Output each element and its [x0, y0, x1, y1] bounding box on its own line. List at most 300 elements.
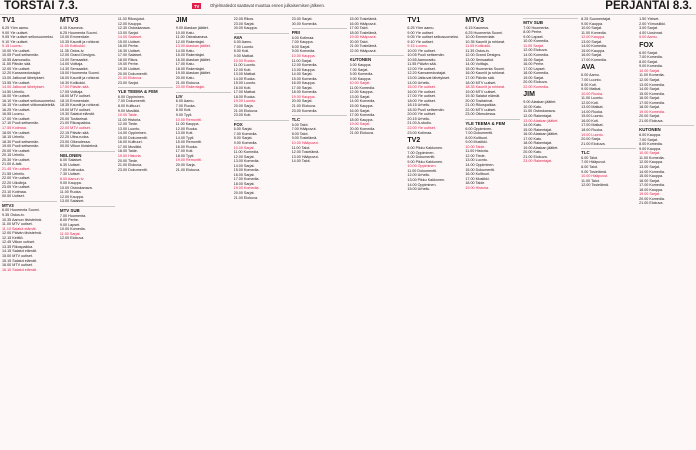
program-entry: 16.00 Yle uutiset. — [407, 89, 436, 94]
channel-subheading: AVA — [234, 33, 289, 40]
program-entry: 17.00 Matkat. — [233, 90, 256, 95]
program-entry: 11.00 Komedia. — [639, 73, 665, 78]
program-entry: 20.15 Urheilu. — [2, 153, 25, 158]
program-entry: 18.00 Rikos. — [117, 57, 139, 62]
program-entry: 22.20 Ulkolinja. — [2, 180, 28, 185]
program-entry: 14.50 Urheilu. — [2, 89, 25, 94]
program-entry: 8.00 Talot. — [291, 131, 309, 136]
program-entry: 18.00 Taide. — [117, 149, 138, 154]
program-entry: 5.00 Aamu. — [639, 35, 658, 40]
program-entry: 21.00 Tosielämä. — [349, 44, 378, 49]
program-entry: 16.00 Sarjat. — [581, 53, 603, 58]
program-entry: 11.00 Luonto. — [581, 96, 604, 101]
channel-heading: TV1 — [407, 17, 421, 24]
program-entry: 15.00 Kauppa. — [639, 174, 664, 179]
program-entry: 12.00 Koti. — [581, 100, 599, 105]
channel-section — [465, 17, 520, 117]
channel-subheading: TLC — [292, 115, 347, 122]
program-entry: 13.00 Jatkuvat lähetykset. — [2, 76, 45, 81]
program-entry: 9.10 Yle uutiset. — [2, 39, 29, 44]
program-entry: 7.00 Hääpuvut. — [291, 127, 317, 132]
program-entry: 12.00 Grand Designs. — [465, 53, 502, 58]
program-entry: 21.00 Elokuva. — [639, 201, 664, 206]
program-entry: 21.00 Elokuva. — [349, 131, 374, 136]
channel-section — [60, 17, 115, 149]
program-entry: 9.00 Alaskan jäätiet. — [523, 100, 557, 105]
listing-column — [581, 17, 636, 448]
program-entry: 10.05 Puoli seitsemän. — [407, 53, 445, 58]
program-entry: 15.00 Rakentajat. — [175, 53, 205, 58]
program-entry: 11.00 Historia. — [117, 117, 142, 122]
program-entry: 13.35 Rikospaikka. — [2, 244, 34, 249]
program-entry: 9.00 Matkat. — [581, 87, 602, 92]
program-entry: 8.00 Kulttuuri. — [117, 104, 141, 108]
program-entry: 15.00 Dokumentti. — [117, 135, 148, 140]
program-entry: 12.00 Sarjat. — [639, 78, 660, 83]
program-entry: 15.00 Komedia. — [291, 76, 318, 81]
program-entry: 9.00 Komedia. — [233, 140, 258, 145]
program-entry: 20.00 Sarja. — [233, 104, 254, 108]
program-entry: 10.00 Taide. — [117, 113, 138, 118]
channel-subheading: YLE TEEMA & FEM — [118, 87, 173, 94]
program-entry: 22.20 Ultra-ruoka. — [59, 135, 90, 140]
program-entry: 22.00 MTV uutiset. — [465, 107, 497, 112]
channel-section — [350, 17, 405, 53]
program-entry: 22.05 Rikos. — [233, 17, 255, 21]
program-entry: 9.35 Ostos-tv. — [2, 213, 25, 218]
listing-column — [118, 17, 173, 448]
program-entry: 8.00 Sarjat. — [291, 44, 311, 49]
program-entry: 20.00 Elokuva. — [523, 80, 548, 85]
program-entry: 16.00 Kauppa. — [291, 81, 316, 86]
listing-column — [639, 17, 694, 448]
program-entry: 22.00 Yle uutiset. — [2, 176, 31, 181]
program-entry: 21.00 Elokuva. — [639, 118, 664, 123]
program-entry: 10.00 Sarjat. — [349, 81, 371, 86]
tv-listings-grid — [2, 17, 694, 448]
program-entry: 21.00 Elokuva. — [175, 80, 201, 85]
program-entry: 20.00 Katu. — [523, 150, 543, 155]
program-entry: 14.00 Voittaja. — [465, 62, 489, 67]
program-entry: 17.00 Salaiset. — [117, 53, 143, 58]
program-entry: 8.25 Suomentajat. — [581, 17, 612, 21]
program-entry: 13.00 Pikku Kakkonen. — [407, 177, 446, 182]
program-entry: 11.00 Talot. — [581, 178, 600, 183]
channel-section — [639, 42, 694, 124]
program-entry: 15.00 MTV uutiset. — [2, 253, 33, 258]
program-entry: 19.00 Historia. — [465, 185, 490, 190]
program-entry: 16.00 Hääpuvut. — [349, 21, 377, 26]
program-entry: 11.35 Ostos-tv. — [465, 48, 490, 53]
program-entry: 16.10 Salatut elämät. — [2, 267, 37, 272]
program-entry: 11.00 Sarjat. — [291, 58, 313, 63]
program-entry: 12.00 Kauppa. — [581, 35, 606, 40]
program-entry: 6.00 Salaiset. — [59, 158, 83, 163]
program-entry: 16.25 Yle uutiset. — [2, 107, 31, 112]
program-entry: 14.00 Jatkuvat lähetykset. — [2, 85, 45, 90]
program-entry: 10.00 Sarjat. — [233, 145, 255, 150]
program-entry: 8.00 Komedia. — [639, 142, 663, 147]
program-entry: 19.30 Salatut elämät. — [465, 94, 501, 99]
program-entry: 21.00 Elokuva. — [291, 104, 316, 108]
program-entry: 12.15 Keittiö. — [2, 235, 24, 240]
program-entry: 16.30 Uutiset. — [117, 48, 141, 53]
channel-section — [234, 17, 289, 31]
program-entry: 13.00 Komedia. — [233, 159, 260, 164]
program-entry: 10.35 Kauniit ja rohkeat. — [59, 39, 100, 44]
program-entry: 19.00 Alaskan jäätiet. — [523, 145, 559, 150]
listing-column — [176, 17, 231, 448]
program-entry: 16.15 Yle uutiset viittomakielellä. — [2, 103, 56, 108]
program-entry: 17.00 Yle uutiset. — [407, 94, 436, 99]
program-entry: 21.00 Elokuva. — [233, 195, 259, 200]
program-entry: 7.00 Huomenta. — [59, 213, 87, 218]
channel-section — [292, 28, 347, 113]
program-entry: 12.00 Elokuva. — [523, 48, 548, 53]
program-entry: 17.00 Päivän sää. — [59, 85, 90, 90]
program-entry: 15.00 Kauppa. — [581, 48, 606, 53]
channel-heading: TV2 — [407, 137, 421, 145]
program-entry: 21.00 A-talk. — [2, 162, 23, 167]
program-entry: 16.00 Alaskan jäätiet. — [175, 57, 211, 62]
program-entry: 18.00 Tyyli. — [175, 153, 195, 158]
program-entry: 10.00 Ruoka. — [581, 91, 604, 96]
program-entry: 16.30 Kotikokki. — [59, 80, 86, 85]
program-entry: 11.10 Salatut elämät. — [2, 226, 37, 231]
program-entry: 19.30 Salatut elämät. — [59, 112, 95, 117]
program-entry: 19.00 Historia. — [117, 154, 142, 159]
program-entry: 9.00 Musiikki. — [117, 108, 141, 113]
channel-section — [176, 17, 231, 90]
program-entry: 3.00 Sarjat. — [639, 26, 658, 31]
program-entry: 23.00 Sarjat. — [291, 17, 313, 21]
program-entry: 6.25 Yöm aamu. — [407, 26, 435, 30]
channel-subheading: LIV — [176, 92, 231, 99]
program-entry: 11.00 MTV uutiset. — [2, 222, 33, 227]
program-entry: 16.00 Sarjat. — [639, 96, 660, 101]
program-entry: 7.00 Ruoka. — [175, 103, 196, 108]
channel-section — [523, 18, 578, 89]
program-entry: 6.00 Aamu. — [581, 73, 600, 78]
program-entry: 19.00 Alaskan jäätiet. — [175, 71, 211, 76]
program-entry: 14.30 Sensaatiot. — [59, 66, 89, 71]
program-entry: 17.00 Päivän sää. — [465, 76, 495, 81]
program-entry: 12.00 Sarjat. — [233, 154, 255, 159]
program-entry: 12.00 Ruoka. — [175, 126, 198, 131]
program-entry: 11.00 Dokumentti. — [407, 168, 438, 173]
program-entry: 6.30 Uutiset. — [59, 163, 81, 168]
channel-section — [2, 17, 57, 199]
program-entry: 16.00 Ruoka. — [175, 144, 198, 149]
channel-subheading: MTV SUB — [523, 18, 578, 25]
program-entry: 10.05 Puoli seitsemän. — [2, 53, 40, 58]
program-entry: 14.00 Komedia. — [349, 99, 376, 104]
program-entry: 10.00 Sarjat. — [581, 26, 603, 31]
program-entry: 14.00 Sarjat. — [639, 87, 660, 92]
program-entry: 23.00 Kotimaa. — [407, 130, 433, 135]
program-entry: 16.00 Sarjat. — [233, 172, 255, 177]
program-entry: 13.00 Matkat. — [233, 72, 256, 77]
program-entry: 19.00 Remontti. — [175, 158, 202, 163]
channel-section — [118, 17, 173, 85]
program-entry: 9.00 Tosielämä. — [581, 169, 607, 174]
program-entry: 12.20 Kansanedustajat. — [407, 71, 447, 76]
program-entry: 6.15 Kauneus. — [465, 26, 490, 30]
channel-section — [465, 119, 520, 190]
program-entry: 14.00 Sarjat. — [233, 163, 255, 168]
program-entry: 7.00 Dokumentti. — [465, 131, 494, 136]
page-header — [0, 0, 696, 14]
program-entry: 17.00 Komedia. — [349, 113, 376, 118]
channel-section — [581, 64, 636, 146]
program-entry: 4.00 Uusinnat. — [639, 30, 663, 35]
program-entry: 7.00 Komedia. — [233, 131, 258, 136]
program-entry: 8.00 Koti. — [581, 82, 597, 87]
program-entry: 19.00 Sarjat. — [639, 192, 660, 197]
program-entry: 20.00 Sarja. — [581, 137, 602, 142]
program-entry: 6.00 Aamu. — [175, 99, 195, 104]
program-entry: 9.00 Kauppa. — [639, 146, 662, 151]
program-entry: 13.55 Yle uutiset. — [2, 80, 31, 85]
program-entry: 9.00 Tosielämä. — [291, 136, 318, 141]
program-entry: 13.00 Luonto. — [465, 158, 488, 163]
program-entry: 15.00 Komedia. — [639, 91, 665, 96]
program-entry: 20.00 Dokumentti. — [117, 71, 148, 76]
program-entry: 20.15 Urheilu. — [407, 116, 431, 121]
program-entry: 14.00 Komedia. — [523, 52, 550, 57]
program-entry: 9.00 Kauppa. — [581, 21, 604, 26]
program-entry: 17.00 Musiikki. — [465, 176, 490, 181]
program-entry: 11.00 Luonto. — [233, 63, 256, 68]
program-entry: 11.00 Talot. — [291, 145, 311, 150]
program-entry: 13.00 Kauppa. — [291, 67, 316, 72]
channel-subheading: YLE TEEMA & FEM — [465, 119, 520, 126]
channel-section — [234, 120, 289, 200]
program-entry: 18.00 Tosielämä. — [349, 30, 378, 35]
program-entry: 20.00 Katu. — [175, 76, 195, 81]
program-entry: 16.00 Kulttuuri. — [465, 172, 491, 177]
program-entry: 13.00 Sensaatiot. — [465, 57, 495, 62]
program-entry: 16.00 Kauniit ja rohkeat. — [59, 76, 100, 81]
program-entry: 1.50 Yleiset. — [639, 17, 660, 21]
program-entry: 9.00 Kauppa. — [349, 76, 372, 81]
program-entry: 9.00 Komedia. — [291, 49, 316, 54]
program-entry: 14.00 Salaiset. — [117, 35, 143, 40]
program-entry: 18.00 Yle uutiset. — [2, 130, 31, 135]
program-entry: 15.00 Urheilu. — [407, 187, 431, 192]
channel-section — [234, 33, 289, 118]
program-entry: 18.10 Emmerdale. — [59, 98, 91, 103]
program-entry: 8.00 Aamun tv. — [59, 176, 85, 181]
program-entry: 10.00 Kauppa. — [291, 53, 316, 58]
program-entry: 11.00 Komedia. — [639, 155, 665, 160]
program-entry: 9.00 Tyyli. — [175, 113, 193, 117]
program-entry: 23.00 Sarjat. — [233, 21, 255, 26]
program-entry: 19.00 Hääpuvut. — [349, 35, 377, 40]
program-entry: 12.00 Grand Designs. — [59, 53, 96, 58]
program-entry: 13.00 Alaskan jäätiet. — [175, 44, 211, 49]
program-entry: 16.55 Luomu. — [2, 112, 25, 117]
program-entry: 10.00 Sarjat. — [639, 68, 660, 73]
program-entry: 14.00 Katu. — [175, 48, 195, 53]
channel-heading: JIM — [523, 91, 535, 99]
program-entry: 9.00 Pikku Kakkonen. — [407, 159, 444, 164]
program-entry: 18.00 Ruoka. — [233, 94, 256, 99]
program-entry: 9.00 Alaskan jäätiet. — [175, 26, 209, 30]
program-entry: 17.10 Puoli seitsemän. — [2, 121, 40, 126]
program-entry: 19.00 MTV uutiset. — [59, 107, 91, 112]
program-entry: 21.00 Elokuva. — [117, 76, 143, 81]
program-entry: 19.00 Puoli seitsemän. — [2, 144, 40, 149]
channel-section — [118, 87, 173, 172]
channel-section — [176, 92, 231, 172]
channel-section — [60, 206, 115, 241]
program-entry: 15.00 Uutiset. — [117, 39, 141, 44]
program-entry: 22.00 Yle uutiset. — [407, 126, 436, 131]
program-entry: 11.05 Kotikokki. — [59, 44, 86, 49]
program-entry: 6.00 Kotimaa. — [291, 35, 315, 40]
section-tag: TV — [194, 3, 200, 9]
program-entry: 12.00 Kauppa. — [59, 194, 84, 199]
channel-heading: TV1 — [2, 17, 15, 24]
program-entry: 15.00 Tosielämä. — [349, 17, 378, 21]
program-entry: 16.00 Perhe. — [523, 62, 545, 67]
program-entry: 13.00 Sarjat. — [349, 94, 371, 99]
program-entry: 10.00 Katu. — [175, 30, 195, 35]
program-entry: 15.00 Rakentajat. — [523, 127, 553, 132]
program-entry: 10.00 Emmerdale. — [465, 35, 496, 40]
program-entry: 17.00 Komedia. — [639, 183, 665, 188]
program-entry: 10.00 Ruoka. — [233, 58, 256, 63]
channel-heading: MTV3 — [59, 17, 79, 24]
channel-section — [523, 91, 578, 164]
program-entry: 8.00 Dokumentti. — [407, 155, 436, 160]
program-entry: 17.05 Voittaja. — [59, 89, 84, 94]
program-entry: 15.00 Remontti. — [175, 140, 202, 145]
program-entry: 15.00 Yle uutiset. — [407, 85, 436, 90]
program-entry: 13.00 Hääpuvut. — [291, 154, 319, 159]
listing-column — [350, 17, 405, 448]
program-entry: 6.00 Sarjat. — [233, 127, 253, 132]
program-entry: 7.00 Hääpuvut. — [581, 160, 607, 165]
program-entry: 15.00 Sarjat. — [523, 57, 545, 62]
channel-section — [407, 17, 462, 135]
program-entry: 13.00 Salaiset. — [59, 199, 85, 204]
program-entry: 11.35 Ostos-tv. — [59, 48, 85, 53]
program-entry: 6.00 Talot. — [291, 122, 309, 127]
program-entry: 11.00 Komedia. — [581, 30, 607, 35]
program-entry: 14.00 Oppiminen. — [465, 163, 495, 168]
program-entry: 17.55 Kotimaa. — [2, 126, 27, 131]
program-entry: 20.00 Komedia. — [639, 196, 665, 201]
program-entry: 13.00 Alaskan jäätiet. — [523, 118, 559, 123]
program-entry: 13.00 Luonto. — [117, 126, 141, 131]
program-entry: 6.25 Huomenta Suomi. — [465, 30, 504, 35]
program-entry: 11.00 Komedia. — [349, 85, 376, 90]
program-entry: 11.00 Ostoskanava. — [175, 35, 209, 40]
program-entry: 13.00 Sarjat. — [639, 165, 660, 170]
program-entry: 23.00 Rakentajat. — [175, 85, 205, 90]
listing-column — [523, 17, 578, 448]
program-entry: 23.05 Yle uutiset. — [2, 185, 31, 190]
program-entry: 14.00 Sarjat. — [291, 72, 313, 77]
program-entry: 10.00 Komedia. — [523, 39, 550, 44]
program-entry: 15.00 Luonto. — [233, 81, 257, 86]
program-entry: 21.00 A-studio. — [407, 121, 433, 126]
program-entry: 17.00 Sarjat. — [291, 85, 313, 90]
header-divider — [0, 14, 696, 15]
program-entry: 8.00 Koti. — [175, 108, 192, 113]
program-entry: 12.00 Tosielämä. — [581, 183, 609, 188]
program-entry: 14.00 Urheilu. — [407, 80, 431, 85]
program-entry: 13.00 Koti. — [175, 131, 194, 136]
program-entry: 23.00 Komedia. — [291, 108, 318, 113]
program-entry: 12.30 Ostoskanava. — [117, 26, 151, 31]
program-entry: 6.00 Oppiminen. — [465, 126, 493, 131]
listing-column — [407, 17, 462, 448]
program-entry: 21.00 Rikospaikka. — [465, 103, 497, 108]
program-entry: 7.00 Oppiminen. — [407, 150, 435, 155]
channel-section — [292, 17, 347, 26]
program-entry: 7.00 Kotiruoka. — [59, 167, 85, 172]
channel-section — [292, 115, 347, 164]
program-entry: 11.55 Päivän sää. — [2, 62, 32, 67]
program-entry: 23.00 Rakentajat. — [523, 159, 553, 164]
program-entry: 11.30 Rikosjutut. — [117, 17, 146, 21]
program-entry: 00.00 Kauppa. — [233, 26, 258, 31]
program-entry: 11.00 Komedia. — [233, 150, 260, 155]
program-entry: 12.00 Rakentajat. — [175, 39, 205, 44]
program-entry: 10.00 Komedia. — [59, 227, 86, 232]
program-entry: 20.00 Sarjat. — [291, 99, 313, 104]
program-entry: 12.00 Urheilu. — [407, 173, 431, 178]
program-entry: 20.00 Komedia. — [349, 126, 376, 131]
program-entry: 17.00 Matkat. — [581, 123, 604, 128]
channel-section — [639, 17, 694, 40]
program-entry: 11.00 Historia. — [465, 149, 489, 154]
program-entry: 10.55 Aamuradio. — [2, 57, 31, 62]
program-entry: 14.15 Salatut elämät. — [2, 249, 37, 254]
program-entry: 13.00 Sensaatiot. — [59, 57, 89, 62]
program-entry: 9.05 Yle uutiset selkosuomeksi. — [2, 35, 54, 40]
program-entry: 9.00 Komedia. — [639, 64, 663, 69]
program-entry: 6.00 Kauppa. — [639, 133, 662, 138]
program-entry: 14.00 Komedia. — [581, 44, 607, 49]
program-entry: 6.15 Kauneus. — [59, 26, 84, 30]
program-entry: 16.00 Koti. — [581, 118, 599, 123]
program-entry: 20.00 Sarja. — [175, 163, 196, 168]
program-entry: 10.35 Aamun tiivistelmä. — [2, 217, 42, 222]
program-entry: 13.00 Sarjat. — [117, 30, 139, 35]
program-entry: 7.00 Sarjat. — [639, 137, 658, 142]
program-entry: 00.00 Uutiset. — [2, 194, 25, 199]
program-entry: 6.25 Yöm aamu. — [2, 26, 29, 30]
program-entry: 17.00 Komedia. — [639, 100, 665, 105]
program-entry: 17.00 Koti. — [175, 149, 194, 154]
program-entry: 18.00 Komedia. — [291, 90, 318, 95]
program-entry: 11.00 Ostoskanava. — [523, 109, 556, 114]
program-entry: 21.45 Yle uutiset. — [2, 166, 31, 171]
program-entry: 12.00 Kauppa. — [117, 21, 142, 26]
program-entry: 19.00 Luonto. — [233, 99, 257, 104]
program-entry: 00.00 Viikon tiivistelmä. — [59, 144, 99, 149]
program-entry: 17.00 Komedia. — [233, 177, 260, 182]
program-entry: 20.30 Yle uutiset. — [2, 157, 31, 162]
program-entry: 12.00 Tiede. — [465, 153, 486, 158]
program-entry: 7.00 Huomenta. — [523, 25, 550, 30]
program-entry: 18.00 Rakentajat. — [523, 141, 553, 146]
program-entry: 18.35 Kauniit ja rohkeat. — [59, 103, 100, 108]
